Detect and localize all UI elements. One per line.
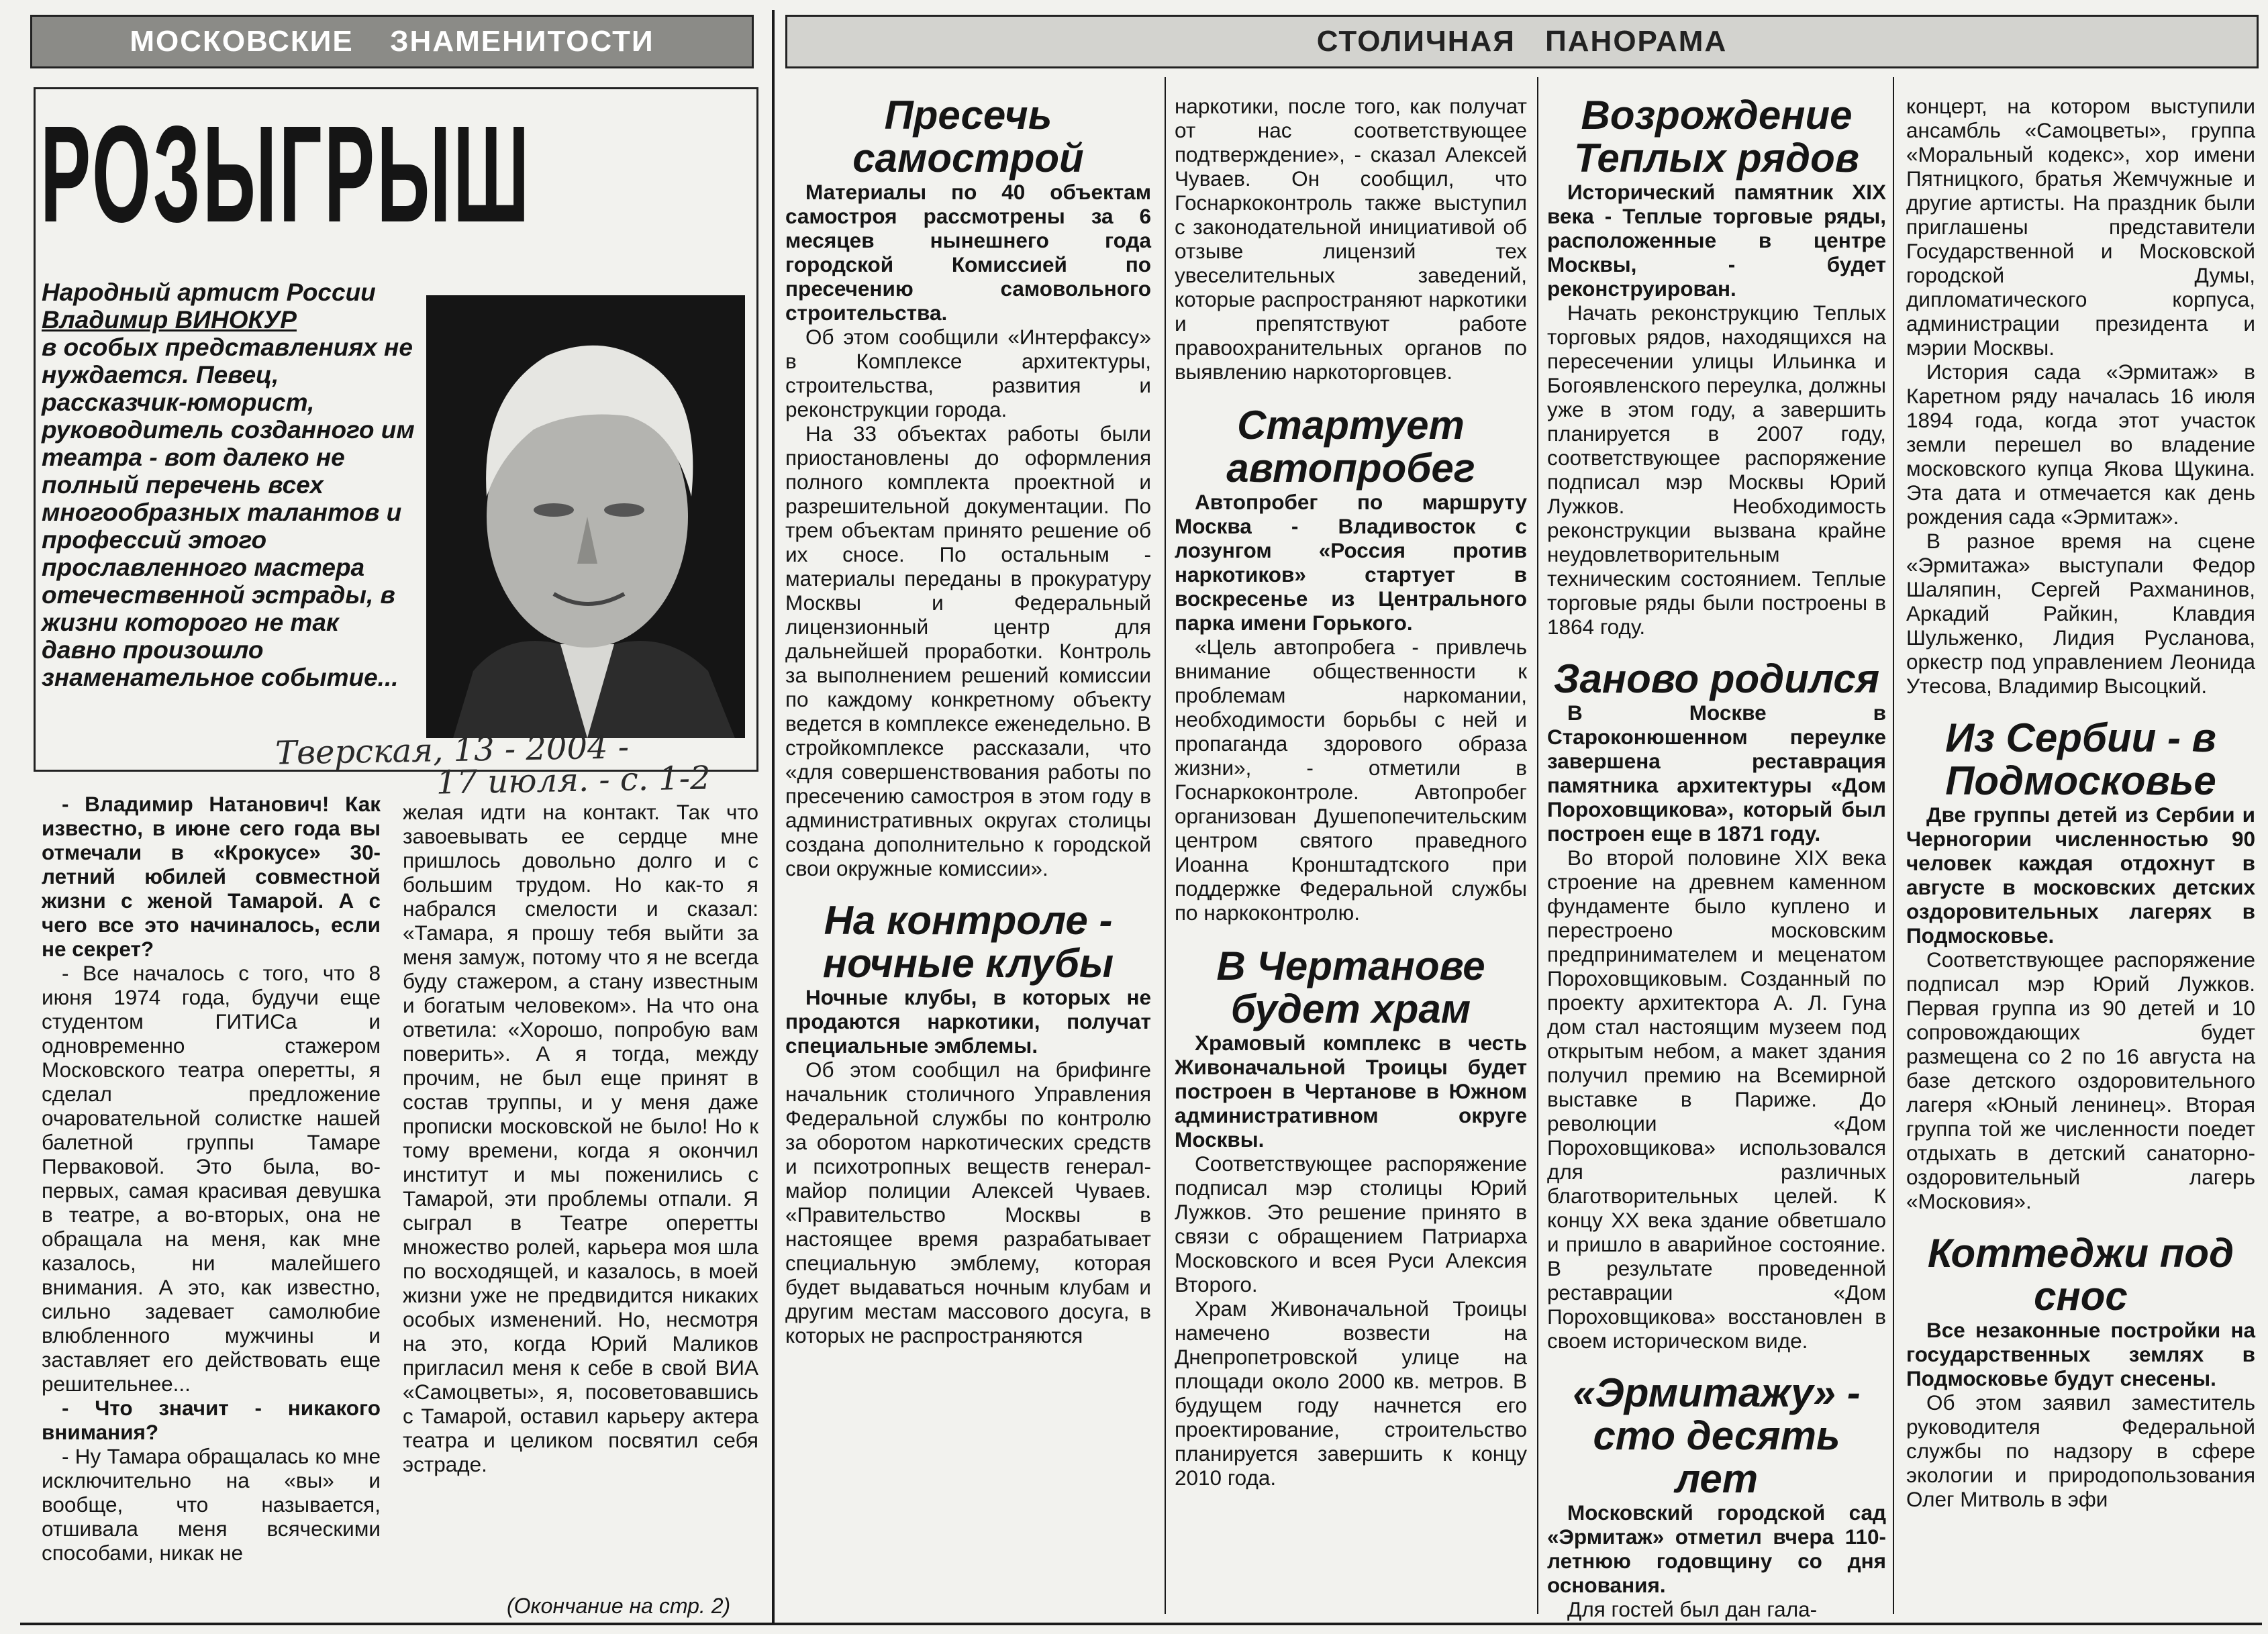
body-paragraph: Об этом сообщил на брифинге начальник столичного Управления Федеральной службы по контролю за оборотом наркотических средств и психотропных веществ генерал-майор полиции Алексей Чуваев. «Правительство Москвы в настоящее время разрабатывает специальную эмблему, которая будет выдаваться ночным клубам и другим местам массового досуга, в которых не распространяются <box>785 1058 1151 1347</box>
section-label-left: МОСКОВСКИЕ ЗНАМЕНИТОСТИ <box>130 25 654 58</box>
body-paragraph: Об этом сообщили «Интерфаксу» в Комплексе архитектуры, строительства, развития и реконструкции города. <box>785 325 1151 421</box>
headline-autorally: Стартует автопробег <box>1226 403 1475 491</box>
intro-name: Владимир ВИНОКУР <box>42 306 297 334</box>
headline-rows: Возрождение Теплых рядов <box>1574 93 1859 181</box>
continuation-note: (Окончание на стр. 2) <box>507 1594 731 1618</box>
lead-samostroi: Материалы по 40 объектам самостроя рассмотрены за 6 месяцев нынешнего года городской Комиссией по пресечению самовольного строительства. <box>785 180 1151 325</box>
interview-col-2 <box>403 800 758 1476</box>
handwritten-note-2: 17 июля. - с. 1-2 <box>436 759 711 802</box>
news-col-4 <box>1175 94 1527 1490</box>
intro-rest: в особых представлениях не нуждается. Певец, рассказчик-юморист, руководитель созданного им театра - вот далеко не полный перечень всех многообразных талантов и профессий этого прославленного мастера отечественной эстрады, в жизни которого не так давно произошло знаменательное событие... <box>42 334 415 691</box>
feature-title: РОЗЫГРЫШ <box>40 97 532 251</box>
lead-autorally: Автопробег по маршруту Москва - Владивосток с лозунгом «Россия против наркотиков» стартует в воскресенье из Центрального парка имени Горького. <box>1175 490 1527 635</box>
body-paragraph: «Цель автопробега - привлечь внимание общественности к проблемам наркомании, необходимости борьбы с ней и пропаганда здорового образа жизни», - отметили в Госнаркоконтроле. Автопробег организован Душепопечительским центром святого праведного Иоанна Кронштадтского при поддержке Федеральной службы по наркоконтролю. <box>1175 635 1527 925</box>
interview-answer: - Все началось с того, что 8 июня 1974 года, будучи еще студентом ГИТИСа и одновременно стажером Московского театра оперетты, я сделал предложение очаровательной солистке нашей балетной группы Тамаре Перваковой. Это была, во-первых, самая красивая девушка в театре, а во-вторых, она не обращала на меня, как мне казалось, ни малейшего внимания. А это, как известно, сильно задевает самолюбие влюбленного мужчины и заставляет его действовать еще решительнее... <box>42 961 381 1396</box>
portrait-image <box>426 295 745 738</box>
lead-cottages: Все незаконные постройки на государственных землях в Подмосковье будут снесены. <box>1906 1318 2255 1390</box>
lead-reborn: В Москве в Староконюшенном переулке завершена реставрация памятника архитектуры «Дом Пороховщикова», который был построен еще в 1871 году. <box>1547 701 1886 846</box>
lead-hermitage: Московский городской сад «Эрмитаж» отметил вчера 110-летнюю годовщину со дня основания. <box>1547 1500 1886 1597</box>
body-paragraph: Начать реконструкцию Теплых торговых рядов, находящихся на пересечении улицы Ильинка и Богоявленского переулка, должны уже в этом году, а завершить планируется в 2007 году, соответствующее распоряжение подписал мэр Москвы Юрий Лужков. Необходимость реконструкции вызвана крайне неудовлетворительным техническим состоянием. Теплые торговые ряды были построены в 1864 году. <box>1547 301 1886 639</box>
body-paragraph: Об этом заявил заместитель руководителя Федеральной службы по надзору в сфере экологии и природопользования Олег Митволь в эфи <box>1906 1390 2255 1511</box>
column-rule <box>772 10 775 1624</box>
lead-chertanovo: Храмовый комплекс в честь Живоначальной Троицы будет построен в Чертанове в Южном административном округе Москвы. <box>1175 1031 1527 1152</box>
lead-rows: Исторический памятник XIX века - Теплые торговые ряды, расположенные в центре Москвы, - будет реконструирован. <box>1547 180 1886 301</box>
news-col-5 <box>1547 94 1886 1621</box>
interview-answer: - Ну Тамара обращалась ко мне исключительно на «вы» и вообще, что называется, отшивала меня всяческими способами, никак не <box>42 1444 381 1565</box>
section-band-right <box>785 15 2259 68</box>
headline-samostroi: Пресечь самострой <box>852 93 1084 181</box>
intro-pre: Народный артист России <box>42 278 376 306</box>
interview-question: - Что значит - никакого внимания? <box>42 1396 381 1444</box>
headline-cottages: Коттеджи под снос <box>1927 1231 2234 1319</box>
body-paragraph: История сада «Эрмитаж» в Каретном ряду началась 16 июля 1894 года, когда этот участок земли перешел во владение московского купца Якова Щукина. Эта дата и отмечается как день рождения сада «Эрмитаж». <box>1906 360 2255 529</box>
column-rule <box>1893 77 1894 1614</box>
feature-intro <box>42 278 417 691</box>
interview-question: - Владимир Натанович! Как известно, в июне сего года вы отмечали в «Крокусе» 30-летний юбилей совместной жизни с женой Тамарой. А с чего все это начиналось, если не секрет? <box>42 792 381 961</box>
headline-chertanovo: В Чертанове будет храм <box>1216 943 1485 1031</box>
body-paragraph: На 33 объектах работы были приостановлены до оформления полного комплекта проектной и разрешительной документации. По трем объектам принято решение об их сносе. По остальным - материалы переданы в прокуратуру Москвы и Федеральный лицензионный центр для дальнейшей проработки. Контроль за выполнением решений комиссии по каждому конкретному объекту ведется в комплексе еженедельно. В стройкомплексе рассказали, что «для совершенствования работы по пресечению самостроя в этом году в административных округах столицы создана дополнительно к городской свои окружные комиссии». <box>785 421 1151 880</box>
column-rule <box>1537 77 1538 1614</box>
news-col-6 <box>1906 94 2255 1511</box>
body-paragraph: концерт, на котором выступили ансамбль «Самоцветы», группа «Моральный кодекс», хор имени Пятницкого, братья Жемчужные и другие артисты. На праздник были приглашены представители Государственной и Московской городской Думы, дипломатического корпуса, администрации президента и мэрии Москвы. <box>1906 94 2255 360</box>
body-paragraph: Соответствующее распоряжение подписал мэр Юрий Лужков. Первая группа из 90 детей и 10 сопровождающих будет размещена со 2 по 16 августа на базе детского оздоровительного лагеря «Юный ленинец». Вторая группа той же численности поедет отдыхать в детский санаторно-оздоровительный лагерь «Московия». <box>1906 948 2255 1213</box>
headline-hermitage: «Эрмитажу» - сто десять лет <box>1573 1370 1861 1501</box>
section-band-left <box>30 15 754 68</box>
column-rule <box>1165 77 1166 1614</box>
headline-reborn: Заново родился <box>1553 656 1880 701</box>
headline-clubs: На контроле - ночные клубы <box>822 898 1114 986</box>
handwritten-note-1: Тверская, 13 - 2004 - <box>275 728 630 772</box>
body-paragraph: наркотики, после того, как получат от нас соответствующее подтверждение», - сказал Алексей Чуваев. Он сообщил, что Госнаркоконтроль также выступил с законодательной инициативой об отзыве лицензий тех увеселительных заведений, которые распространяют наркотики и препятствуют работе правоохранительных органов по выявлению наркоторговцев. <box>1175 94 1527 384</box>
interview-answer: желая идти на контакт. Так что завоевывать ее сердце мне пришлось довольно долго и с большим трудом. Но как-то я набрался смелости и сказал: «Тамара, я прошу тебя выйти за меня замуж, потому что я не всегда буду стажером, а стану известным и богатым человеком». На что она ответила: «Хорошо, попробую вам поверить». А я тогда, между прочим, не был еще принят в состав труппы, и у меня даже прописки московской не было! Но к тому времени, когда я окончил институт и мы поженились с Тамарой, эти проблемы отпали. Я сыграл в Театре оперетты множество ролей, карьера моя шла по восходящей, и казалось, в моей жизни уже не предвидится никаких особых изменений. Но, несмотря на это, когда Юрий Маликов пригласил меня к себе в свой ВИА «Самоцветы», я, посоветовавшись с Тамарой, оставил карьеру актера театра и целиком посвятил себя эстраде. <box>403 800 758 1476</box>
section-label-right: СТОЛИЧНАЯ ПАНОРАМА <box>1316 25 1728 58</box>
portrait-photo <box>426 295 745 738</box>
news-col-3 <box>785 94 1151 1347</box>
bottom-rule <box>20 1623 2262 1625</box>
body-paragraph: В разное время на сцене «Эрмитажа» выступали Федор Шаляпин, Сергей Рахманинов, Аркадий Райкин, Клавдия Шульженко, Лидия Русланова, оркестр под управлением Леонида Утесова, Владимир Высоцкий. <box>1906 529 2255 698</box>
body-paragraph: Во второй половине XIX века строение на древнем каменном фундаменте было куплено и перестроено московским предпринимателем и меценатом Пороховщиковым. Созданный по проекту архитектора А. Л. Гуна дом стал настоящим музеем под открытым небом, а макет здания получил премию на Всемирной выставке в Париже. До революции «Дом Пороховщикова» использовался для различных благотворительных целей. К концу XX века здание обветшало и пришло в аварийное состояние. В результате проведенной реставрации «Дом Пороховщикова» восстановлен в своем историческом виде. <box>1547 846 1886 1353</box>
body-paragraph: Соответствующее распоряжение подписал мэр столицы Юрий Лужков. Это решение принято в связи с обращением Патриарха Московского и всея Руси Алексия Второго. <box>1175 1152 1527 1296</box>
interview-col-1 <box>42 792 381 1565</box>
body-paragraph: Храм Живоначальной Троицы намечено возвести на Днепропетровской улице на площади около 2000 кв. метров. В будущем году начнется его проектирование, строительство планируется завершить к концу 2010 года. <box>1175 1296 1527 1490</box>
headline-serbia: Из Сербии - в Подмосковье <box>1945 715 2216 803</box>
body-paragraph: Для гостей был дан гала- <box>1567 1597 1818 1621</box>
lead-clubs: Ночные клубы, в которых не продаются наркотики, получат специальные эмблемы. <box>785 985 1151 1058</box>
lead-serbia: Две группы детей из Сербии и Черногории численностью 90 человек каждая отдохнут в августе в московских детских оздоровительных лагерях в Подмосковье. <box>1906 803 2255 948</box>
